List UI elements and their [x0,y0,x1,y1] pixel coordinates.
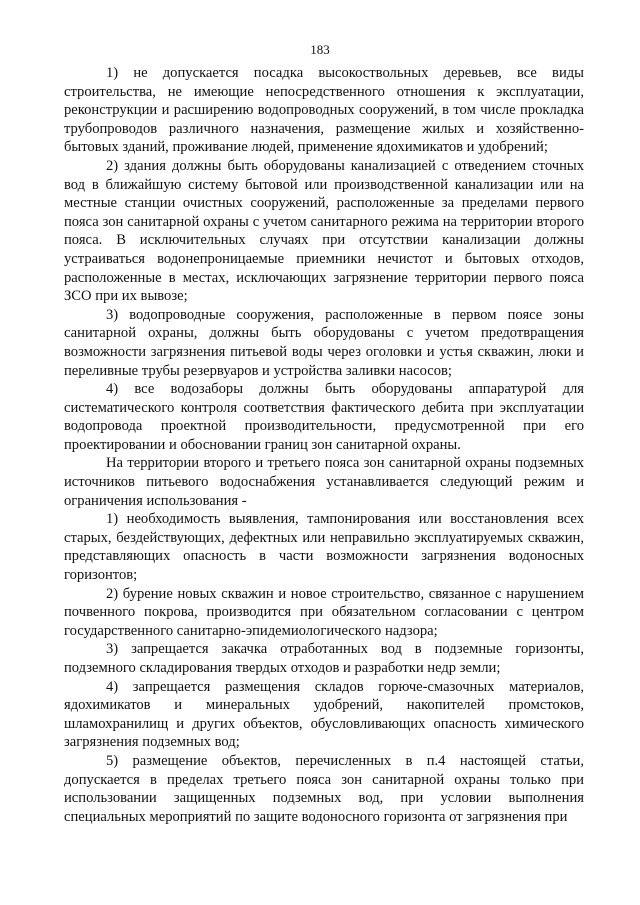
paragraph-2: 2) здания должны быть оборудованы канализацией с отведением сточных вод в ближайшую систему бытовой или производственной канализации или на местные станции очистных сооружений, расположенные за пределами первого пояса зон санитарной охраны с учетом санитарного режима на территории второго пояса. В исключительных случаях при отсутствии канализации должны устраиваться водонепроницаемые приемники нечистот и бытовых отходов, расположенные в местах, исключающих загрязнение территории первого пояса ЗСО при их вывозе; [64,157,584,305]
paragraph-8: 3) запрещается закачка отработанных вод в подземные горизонты, подземного складирования твердых отходов и разработки недр земли; [64,641,584,676]
paragraph-1: 1) не допускается посадка высокоствольных деревьев, все виды строительства, не имеющие непосредственного отношения к эксплуатации, реконструкции и расширению водопроводных сооружений, в том числе прокладка трубопроводов различного назначения, размещение жилых и хозяйственно-бытовых зданий, проживание людей, применение ядохимикатов и удобрений; [64,65,584,156]
paragraph-5: На территории второго и третьего пояса зон санитарной охраны подземных источников питьевого водоснабжения устанавливается следующий режим и ограничения использования - [64,455,584,509]
page-number: 183 [310,42,330,57]
paragraph-3: 3) водопроводные сооружения, расположенные в первом поясе зоны санитарной охраны, должны быть оборудованы с учетом предотвращения возможности загрязнения питьевой воды через оголовки и устья скважин, люки и переливные трубы резервуаров и устройства заливки насосов; [64,306,584,379]
paragraph-9: 4) запрещается размещения складов горюче-смазочных материалов, ядохимикатов и минеральных удобрений, накопителей промстоков, шламохранилищ и других объектов, обусловливающих опасность химического загрязнения подземных вод; [64,678,584,751]
paragraph-4: 4) все водозаборы должны быть оборудованы аппаратурой для систематического контроля соответствия фактического дебита при эксплуатации водопровода проектной производительности, предусмотренной при его проектировании и обосновании границ зон санитарной охраны. [64,381,584,453]
paragraph-7: 2) бурение новых скважин и новое строительство, связанное с нарушением почвенного покрова, производится при обязательном согласовании с центром государственного санитарно-эпидемиологического надзора; [64,585,584,639]
document-body [64,64,584,826]
paragraph-10: 5) размещение объектов, перечисленных в п.4 настоящей статьи, допускается в пределах третьего пояса зон санитарной охраны только при использовании защищенных подземных вод, при условии выполнения специальных мероприятий по защите водоносного горизонта от загрязнения при [64,752,584,825]
paragraph-6: 1) необходимость выявления, тампонирования или восстановления всех старых, бездействующих, дефектных или неправильно эксплуатируемых скважин, представляющих опасность в части возможности загрязнения водоносных горизонтов; [64,511,584,584]
